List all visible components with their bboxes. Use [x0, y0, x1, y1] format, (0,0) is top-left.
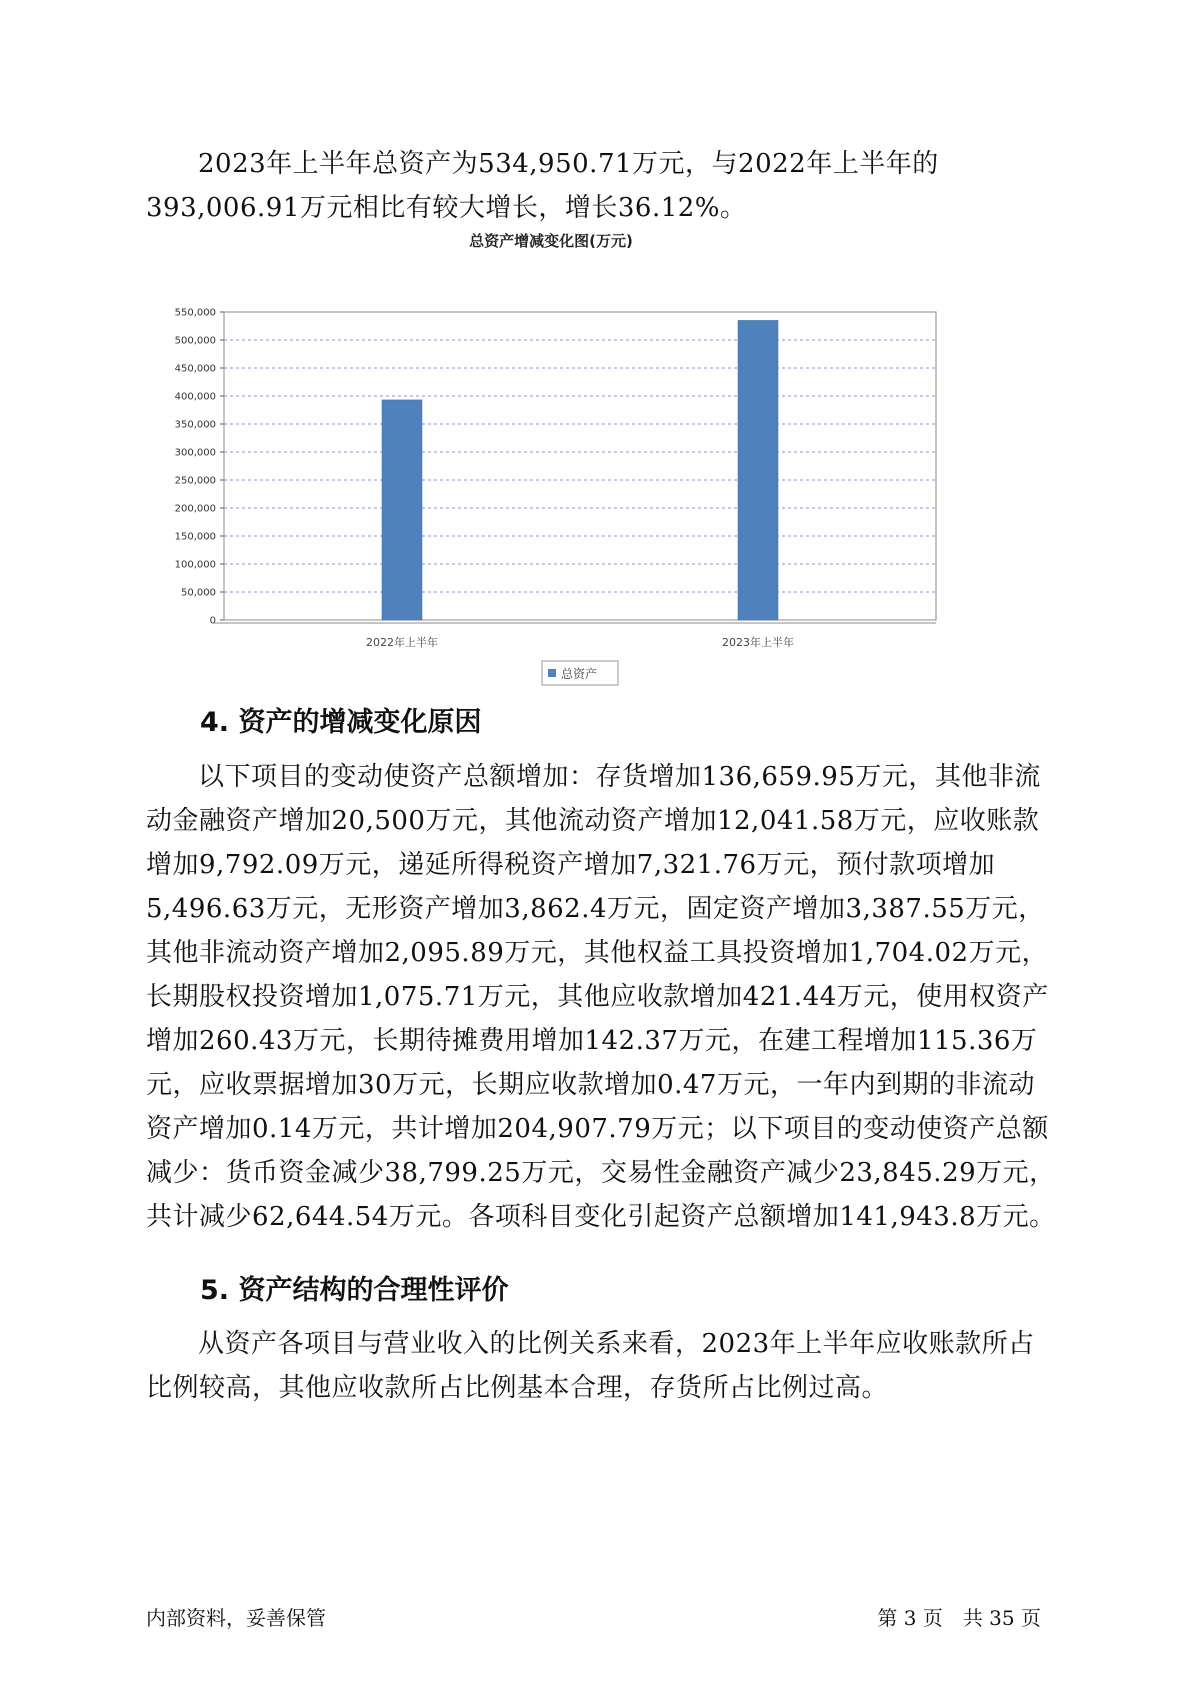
y-tick-label: 350,000	[174, 419, 216, 431]
y-tick-label: 550,000	[174, 307, 216, 319]
footer-page-number: 第 3 页 共 35 页	[877, 1606, 1041, 1630]
y-tick-label: 300,000	[174, 447, 216, 459]
legend-label: 总资产	[561, 667, 598, 681]
x-tick-label: 2023年上半年	[722, 636, 794, 649]
y-tick-label: 250,000	[174, 475, 216, 487]
y-tick-label: 500,000	[174, 335, 216, 347]
y-tick-label: 100,000	[174, 559, 216, 571]
change-reasons-paragraph: 以下项目的变动使资产总额增加：存货增加136,659.95万元，其他非流动金融资产增加20,500万元，其他流动资产增加12,041.58万元，应收账款增加9,792.09万元，递延所得税资产增加7,321.76万元，预付款项增加5,496.63万元，无形资产增加3,862.4万元，固定资产增加3,387.55万元，其他非流动资产增加2,095.89万元，其他权益工具投资增加1,704.02万元，长期股权投资增加1,075.71万元，其他应收款增加421.44万元，使用权资产增加260.43万元，长期待摊费用增加142.37万元，在建工程增加115.36万元，应收票据增加30万元，长期应收款增加0.47万元，一年内到期的非流动资产增加0.14万元，共计增加204,907.79万元；以下项目的变动使资产总额减少：货币资金减少38,799.25万元，交易性金融资产减少23,845.29万元，共计减少62,644.54万元。各项科目变化引起资产总额增加141,943.8万元。	[146, 762, 1056, 1232]
structure-evaluation-paragraph: 从资产各项目与营业收入的比例关系来看，2023年上半年应收账款所占比例较高，其他应收款所占比例基本合理，存货所占比例过高。	[146, 1329, 1035, 1403]
x-tick-label: 2022年上半年	[366, 636, 438, 649]
y-tick-label: 0	[209, 615, 216, 627]
chart-svg	[146, 232, 1056, 718]
section-4-heading: 4. 资产的增减变化原因	[200, 707, 482, 738]
bar	[382, 400, 422, 620]
y-tick-label: 450,000	[174, 363, 216, 375]
plot-frame	[224, 312, 936, 620]
legend-swatch	[548, 669, 556, 677]
bar	[738, 320, 778, 620]
footer-confidential: 内部资料，妥善保管	[146, 1606, 326, 1630]
total-assets-chart	[146, 232, 1056, 718]
section-5-heading: 5. 资产结构的合理性评价	[200, 1275, 509, 1306]
chart-plot-group	[175, 308, 936, 686]
y-tick-label: 200,000	[174, 503, 216, 515]
y-tick-label: 150,000	[174, 531, 216, 543]
y-tick-label: 400,000	[174, 391, 216, 403]
chart-title: 总资产增减变化图(万元)	[469, 232, 633, 250]
y-tick-label: 50,000	[181, 587, 216, 599]
summary-paragraph: 2023年上半年总资产为534,950.71万元，与2022年上半年的393,006.91万元相比有较大增长，增长36.12%。	[146, 149, 939, 223]
